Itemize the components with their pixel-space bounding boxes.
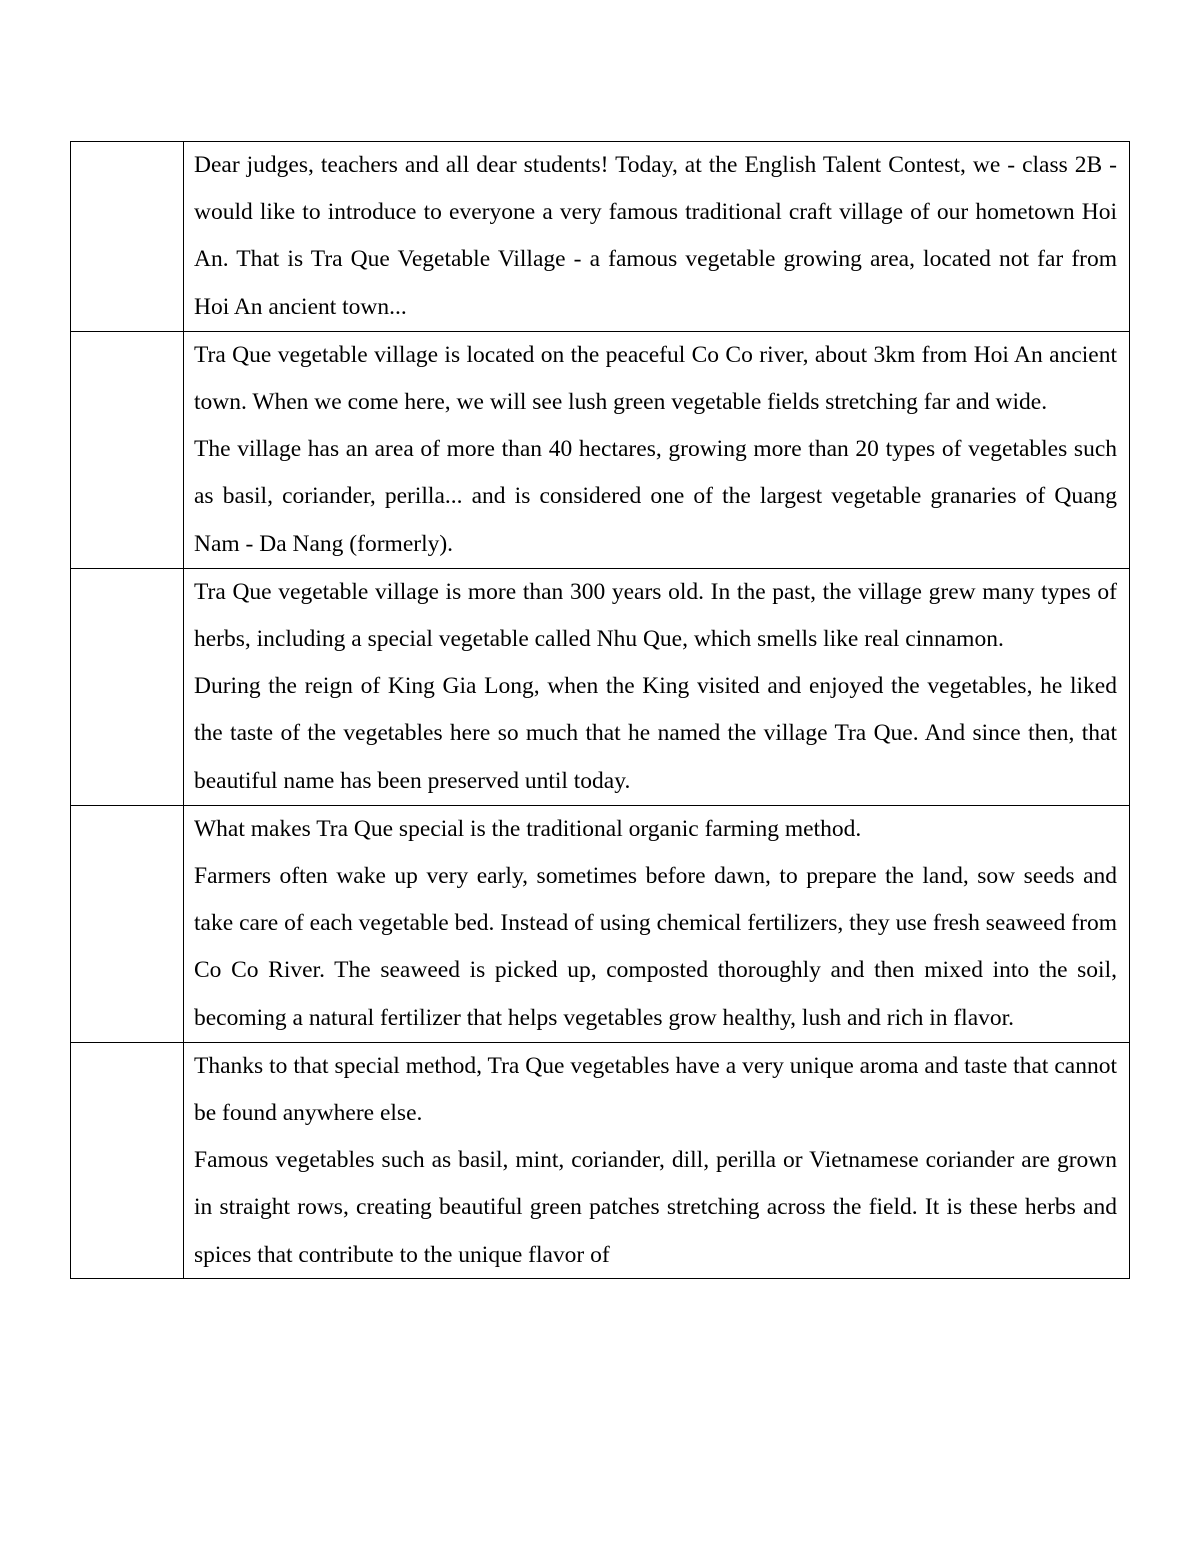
table-row [71, 1042, 1130, 1278]
script-text-cell [184, 805, 1130, 1042]
table-row [71, 331, 1130, 568]
paragraph: Tra Que vegetable village is located on the peaceful Co Co river, about 3km from Hoi An ancient town. When we come here, we will see lush green vegetable fields stretching far and wide. [194, 341, 1117, 416]
table-row [71, 568, 1130, 805]
page-break-clip [194, 1043, 1117, 1278]
paragraph: Farmers often wake up very early, sometimes before dawn, to prepare the land, sow seeds and take care of each vegetable bed. Instead of using chemical fertilizers, they use fresh seaweed from Co Co River. The seaweed is picked up, composted thoroughly and then mixed into the soil, becoming a natural fertilizer that helps vegetables grow healthy, lush and rich in flavor. [194, 863, 1117, 1031]
paragraph: What makes Tra Que special is the traditional organic farming method. [194, 815, 862, 842]
paragraph: Tra Que vegetable village is more than 300 years old. In the past, the village grew many types of herbs, including a special vegetable called Nhu Que, which smells like real cinnamon. [194, 578, 1117, 653]
script-text-cell [184, 142, 1130, 332]
speaker-cell [71, 568, 184, 805]
paragraph: During the reign of King Gia Long, when the King visited and enjoyed the vegetables, he liked the taste of the vegetables here so much that he named the village Tra Que. And since then, that beautiful name has been preserved until today. [194, 673, 1117, 794]
table-row [71, 142, 1130, 332]
speaker-cell [71, 805, 184, 1042]
script-text-cell [184, 568, 1130, 805]
paragraph: Thanks to that special method, Tra Que vegetables have a very unique aroma and taste that cannot be found anywhere else. [194, 1052, 1117, 1127]
speaker-cell [71, 142, 184, 332]
paragraph: Famous vegetables such as basil, mint, coriander, dill, perilla or Vietnamese coriander are grown in straight rows, creating beautiful green patches stretching across the field. It is these herbs and spices that contribute to the unique flavor of [194, 1147, 1117, 1268]
script-text-cell [184, 331, 1130, 568]
speaker-cell [71, 1042, 184, 1278]
paragraph: The village has an area of more than 40 hectares, growing more than 20 types of vegetables such as basil, coriander, perilla... and is considered one of the largest vegetable granaries of Quang Nam - Da Nang (formerly). [194, 436, 1117, 557]
table-row [71, 805, 1130, 1042]
paragraph: Dear judges, teachers and all dear students! Today, at the English Talent Contest, we - class 2B - would like to introduce to everyone a very famous traditional craft village of our hometown Hoi An. That is Tra Que Vegetable Village - a famous vegetable growing area, located not far from Hoi An ancient town... [194, 152, 1117, 320]
script-text-cell [184, 1042, 1130, 1278]
speaker-cell [71, 331, 184, 568]
script-table [70, 141, 1130, 1279]
